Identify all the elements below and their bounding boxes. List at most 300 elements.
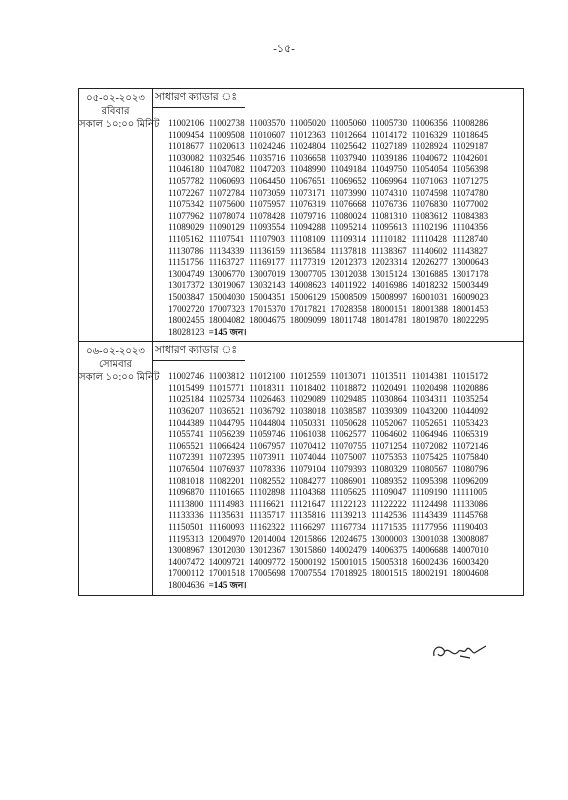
roll-number: 18001515 — [370, 568, 408, 579]
roll-number: 17028358 — [330, 303, 367, 314]
roll-number: 11002738 — [208, 118, 245, 128]
roll-number: 11171535 — [370, 522, 407, 532]
roll-number: 11139213 — [330, 510, 367, 521]
roll-number: 11078074 — [208, 210, 245, 221]
exam-date: ০৫-০২-২০২৩ — [86, 93, 145, 104]
roll-number: 11053423 — [452, 417, 489, 428]
roll-number: 11121647 — [289, 498, 326, 509]
roll-number: 11114983 — [208, 498, 244, 509]
roll-number: 11006356 — [411, 118, 448, 128]
roll-number: 13032143 — [249, 280, 286, 291]
roll-number: 14011922 — [330, 280, 367, 291]
roll-number: 11082552 — [249, 475, 286, 486]
roll-number: 11052067 — [370, 417, 408, 428]
roll-number: 11110182 — [370, 233, 407, 244]
roll-number: 11094288 — [289, 222, 326, 233]
roll-number: 11075600 — [208, 199, 245, 210]
roll-number: 11047082 — [208, 164, 245, 175]
roll-number: 11014172 — [370, 129, 408, 140]
roll-number: 12014004 — [249, 533, 286, 544]
roll-number: 11078428 — [249, 210, 286, 221]
roll-number: 11095214 — [330, 222, 367, 233]
roll-number: 11107903 — [249, 233, 285, 244]
roll-number: 11044795 — [208, 417, 245, 428]
roll-number: 11050628 — [330, 417, 367, 428]
roll-number: 11143827 — [452, 245, 488, 256]
roll-number: 11054054 — [411, 164, 448, 175]
roll-number: 11044092 — [452, 406, 489, 417]
roll-number: 11009454 — [168, 129, 205, 140]
roll-number: 11084277 — [289, 475, 326, 486]
roll-number: 11005730 — [370, 118, 408, 128]
roll-number: 11083612 — [411, 210, 448, 221]
roll-number: 13012030 — [208, 545, 245, 556]
roll-number: 11069652 — [330, 175, 367, 186]
roll-number: 13017178 — [452, 268, 489, 279]
roll-number: 11013071 — [330, 371, 367, 382]
roll-number: 11035716 — [249, 152, 286, 163]
roll-number: 11177956 — [411, 522, 448, 532]
roll-number: 11095613 — [370, 222, 408, 233]
roll-number: 11140602 — [411, 245, 448, 256]
roll-number: 11167734 — [330, 522, 367, 532]
roll-number: 11048990 — [289, 164, 326, 175]
roll-number: 11020613 — [208, 141, 245, 152]
roll-number: 11075353 — [370, 452, 408, 463]
roll-number: 11036521 — [208, 406, 245, 417]
roll-number: 11081310 — [370, 210, 408, 221]
roll-number: 18004675 — [249, 315, 286, 326]
roll-number: 11061038 — [289, 429, 326, 440]
roll-number: 11076937 — [208, 464, 245, 475]
roll-number: 11067651 — [289, 175, 326, 186]
roll-number: 17018925 — [330, 568, 367, 579]
roll-number: 11076736 — [370, 199, 408, 210]
roll-number: 13007705 — [289, 268, 327, 279]
roll-number: 11135816 — [289, 510, 326, 521]
date-cell — [79, 89, 160, 342]
roll-number: 11143439 — [411, 510, 448, 521]
roll-number: 11038587 — [330, 406, 367, 417]
roll-number: 11016329 — [411, 129, 448, 140]
roll-number: 11065521 — [168, 440, 205, 451]
roll-number: 11005020 — [289, 118, 326, 128]
roll-number: 13012038 — [330, 268, 367, 279]
roll-number: 11003570 — [249, 118, 286, 128]
roll-number: 11109047 — [370, 487, 407, 498]
roll-number: 11076668 — [330, 199, 367, 210]
roll-number: 11130786 — [168, 245, 204, 256]
roll-number: 11025734 — [208, 394, 245, 405]
roll-number: 11177319 — [289, 257, 326, 268]
roll-number: 11142536 — [370, 510, 407, 521]
roll-number: 11028924 — [411, 141, 448, 152]
date-cell — [79, 342, 160, 595]
roll-number: 11074044 — [289, 452, 326, 463]
roll-number: 11079716 — [289, 210, 326, 221]
roll-number: 11039186 — [370, 152, 408, 163]
roll-number: 13004749 — [168, 268, 205, 279]
roll-number: 11030864 — [370, 394, 408, 405]
roll-number: 11071275 — [452, 175, 489, 186]
roll-number: 11067957 — [249, 440, 286, 451]
roll-number: 11135631 — [208, 510, 245, 521]
roll-number: 11075007 — [330, 452, 367, 463]
roll-number: 11074310 — [370, 187, 408, 198]
roll-number: 11076830 — [411, 199, 448, 210]
exam-date: ০৬-০২-২০২৩ — [86, 346, 145, 358]
roll-number: 11074780 — [452, 187, 489, 198]
roll-number: 11162322 — [249, 522, 285, 532]
roll-number: 11080796 — [452, 464, 489, 475]
roll-number: 11047203 — [249, 164, 286, 175]
roll-number: 11138367 — [370, 245, 407, 256]
roll-number: 18022295 — [452, 315, 489, 326]
roll-number: 18001453 — [452, 303, 489, 314]
roll-number: 11077002 — [452, 199, 489, 210]
roll-number: 14006688 — [411, 545, 448, 556]
roll-number: 11084383 — [452, 210, 489, 221]
schedule-row-2 — [79, 342, 524, 595]
roll-number: 11060693 — [208, 175, 245, 186]
roll-number: 11072146 — [452, 440, 489, 451]
roll-number: 11163727 — [208, 257, 245, 268]
roll-number: 11072082 — [411, 440, 448, 451]
roll-number: 11075342 — [168, 199, 205, 210]
roll-number: 11032546 — [208, 152, 245, 163]
roll-number: 11077962 — [168, 210, 205, 221]
exam-day: সোমবার — [98, 359, 133, 371]
exam-day: রবিবার — [101, 106, 130, 117]
roll-number: 17007554 — [289, 568, 327, 579]
roll-number: 15003847 — [168, 291, 205, 302]
roll-number: 14002479 — [330, 545, 367, 556]
roll-number: 11018311 — [249, 382, 285, 393]
roll-number: 13001038 — [411, 533, 448, 544]
roll-number: 14016986 — [370, 280, 408, 291]
roll-number: 11145768 — [452, 510, 488, 521]
roll-number: 11052651 — [411, 417, 448, 428]
roll-number: 14018232 — [411, 280, 448, 291]
roll-number: 11109190 — [411, 487, 448, 498]
roll-number: 11070412 — [289, 440, 326, 451]
roll-number: 11020498 — [411, 382, 448, 393]
roll-number: 14009721 — [208, 556, 245, 567]
exam-schedule-table — [78, 88, 524, 596]
roll-number: 14007010 — [452, 545, 489, 556]
roll-number: 11062577 — [330, 429, 367, 440]
roll-number: 11074598 — [411, 187, 448, 198]
roll-number: 13019067 — [208, 280, 245, 291]
roll-number: 11169177 — [249, 257, 285, 268]
roll-number: 16002436 — [411, 556, 448, 567]
roll-number: 11105625 — [330, 487, 367, 498]
signature-image — [430, 640, 490, 664]
roll-number: 11012664 — [330, 129, 367, 140]
roll-number: 11010607 — [249, 129, 286, 140]
roll-number: 11026463 — [249, 394, 286, 405]
roll-number: 11018645 — [452, 129, 489, 140]
roll-number: 12015866 — [289, 533, 327, 544]
roll-number: 11069964 — [370, 175, 408, 186]
roll-number: 11071254 — [370, 440, 408, 451]
roll-number: 11029485 — [330, 394, 367, 405]
roll-number: 12026277 — [411, 257, 448, 268]
roll-number: 18019870 — [411, 315, 448, 326]
roll-number: 11044804 — [249, 417, 286, 428]
roll-number: 11015771 — [208, 382, 245, 393]
roll-number: 11070755 — [330, 440, 367, 451]
roll-number: 11013511 — [370, 371, 407, 382]
roll-number: 11015499 — [168, 382, 205, 393]
roll-number: 11072784 — [208, 187, 245, 198]
roll-number: 11037940 — [330, 152, 367, 163]
roll-number: 13017372 — [168, 280, 205, 291]
roll-number: 14006375 — [370, 545, 408, 556]
roll-number: 11071063 — [411, 175, 448, 186]
roll-number: 11079104 — [289, 464, 326, 475]
roll-number: 11105162 — [168, 233, 204, 244]
roll-number: 15004030 — [208, 291, 245, 302]
roll-number: 11043200 — [411, 406, 448, 417]
roll-number: 11136159 — [249, 245, 285, 256]
roll-number: 15004351 — [249, 291, 286, 302]
roll-number: 11072267 — [168, 187, 205, 198]
roll-number: 12023314 — [370, 257, 408, 268]
roll-number: 13015124 — [370, 268, 408, 279]
roll-number: 17002720 — [168, 303, 205, 314]
roll-number: 11190403 — [452, 522, 488, 532]
roll-number: 18000151 — [370, 303, 408, 314]
roll-number: 11046180 — [168, 164, 205, 175]
roll-number: 11086901 — [330, 475, 367, 486]
roll-number: 11133336 — [168, 510, 204, 521]
roll-number: 11018402 — [289, 382, 326, 393]
roll-number: 11101665 — [208, 487, 245, 498]
roll-number: 11109314 — [330, 233, 367, 244]
roll-number: 16003420 — [452, 556, 489, 567]
roll-number: 11089029 — [168, 222, 205, 233]
roll-number: 11042601 — [452, 152, 489, 163]
roll-number: 13000643 — [452, 257, 489, 268]
roll-number: 11018677 — [168, 141, 205, 152]
roll-number: 18004082 — [208, 315, 245, 326]
roll-number: 15005318 — [370, 556, 408, 567]
roll-number: 13012367 — [249, 545, 286, 556]
roll-number: 11081018 — [168, 475, 205, 486]
roll-number: 17015370 — [249, 303, 286, 314]
roll-number: 11150501 — [168, 522, 204, 532]
page-number: -১৫- — [273, 43, 295, 55]
roll-number: 11024804 — [289, 141, 326, 152]
schedule-row-1 — [79, 89, 524, 342]
roll-number: 16001031 — [411, 291, 448, 302]
roll-number: 11024246 — [249, 141, 286, 152]
roll-number: 13015860 — [289, 545, 327, 556]
roll-number: 13000003 — [370, 533, 408, 544]
roll-number: 11110428 — [411, 233, 447, 244]
roll-number: 11090129 — [208, 222, 245, 233]
roll-number: 11093554 — [249, 222, 286, 233]
roll-number: 17007323 — [208, 303, 245, 314]
roll-number: 11012363 — [289, 129, 326, 140]
roll-number: 11075425 — [411, 452, 448, 463]
roll-number: 15000192 — [289, 556, 327, 567]
roll-number: 18004608 — [452, 568, 489, 579]
roll-number: 13007019 — [249, 268, 286, 279]
roll-number: 15003449 — [452, 280, 489, 291]
roll-number: 11133086 — [452, 498, 488, 509]
roll-number: 14009772 — [249, 556, 286, 567]
roll-number: 18009099 — [289, 315, 327, 326]
roll-number: 11102898 — [249, 487, 285, 498]
roll-number: 11034311 — [411, 394, 448, 405]
roll-number: 11113800 — [168, 498, 204, 509]
roll-number: 11073990 — [330, 187, 367, 198]
cadre-label: সাধারণ ক্যাডার ঃ — [153, 342, 245, 361]
roll-number: 11072391 — [168, 452, 205, 463]
roll-number: 11040672 — [411, 152, 448, 163]
roll-number: 11039309 — [370, 406, 408, 417]
roll-number: 11135717 — [249, 510, 285, 521]
roll-number: 11064946 — [411, 429, 448, 440]
roll-number: 11018872 — [330, 382, 367, 393]
roll-number: 11012100 — [249, 371, 286, 382]
roll-number: 18002191 — [411, 568, 448, 579]
roll-number: 11064450 — [249, 175, 286, 186]
cadre-label: সাধারণ ক্যাডার ঃ — [153, 89, 245, 108]
roll-number: 14008623 — [289, 280, 327, 291]
roll-number: 11036658 — [289, 152, 326, 163]
roll-number: 17017821 — [289, 303, 327, 314]
roll-number: 11035254 — [452, 394, 489, 405]
roll-number: 12004970 — [208, 533, 245, 544]
roll-number: 11111005 — [452, 487, 488, 498]
roll-number: 11195313 — [168, 533, 204, 544]
roll-number: 11049184 — [330, 164, 367, 175]
roll-number: 11104356 — [452, 222, 488, 233]
roll-number: 11066424 — [208, 440, 245, 451]
roll-number: 11082201 — [208, 475, 245, 486]
roll-number: 11080329 — [370, 464, 408, 475]
exam-time: সকাল ১০:০০ মিনিট — [79, 119, 160, 130]
roll-number: 11079393 — [330, 464, 367, 475]
roll-number: 18014781 — [370, 315, 408, 326]
roll-number: 11116621 — [249, 498, 285, 509]
roll-number: 11137818 — [330, 245, 367, 256]
roll-number: 11003812 — [208, 371, 245, 382]
roll-number: 11002106 — [168, 118, 205, 128]
roll-number: 14007472 — [168, 556, 205, 567]
roll-number: 15001015 — [330, 556, 367, 567]
roll-number: 13008087 — [452, 533, 489, 544]
roll-number: 12012373 — [330, 257, 367, 268]
roll-number: 11014381 — [411, 371, 448, 382]
roll-number: 11151756 — [168, 257, 204, 268]
roll-number: 11122123 — [330, 498, 367, 509]
roll-number: 15008997 — [370, 291, 408, 302]
roll-number: 11036792 — [249, 406, 286, 417]
roll-number: 11020491 — [370, 382, 408, 393]
roll-number: 11064602 — [370, 429, 408, 440]
roll-number: 11075840 — [452, 452, 489, 463]
roll-number: 11008286 — [452, 118, 489, 128]
roll-number: 11122222 — [370, 498, 407, 509]
roll-number: 11065319 — [452, 429, 489, 440]
roll-number: 11012559 — [289, 371, 326, 382]
roll-number: 11025184 — [168, 394, 205, 405]
roll-number: 11096870 — [168, 487, 205, 498]
roll-number: 18004636 — [168, 579, 205, 590]
total-count: =145 জন। — [208, 326, 247, 337]
total-count: =145 জন। — [208, 579, 247, 590]
roll-number: 11073911 — [249, 452, 285, 463]
roll-number: 18001388 — [411, 303, 448, 314]
roll-number: 11050331 — [289, 417, 326, 428]
roll-number: 11136584 — [289, 245, 326, 256]
roll-number: 17000112 — [168, 568, 205, 579]
roll-number: 18028123 — [168, 326, 205, 337]
roll-number: 11059746 — [249, 429, 286, 440]
roll-list-cell — [153, 342, 524, 595]
roll-number: 11124498 — [411, 498, 448, 509]
roll-number: 11076504 — [168, 464, 205, 475]
roll-number: 11055741 — [168, 429, 205, 440]
roll-number: 11073171 — [289, 187, 326, 198]
roll-number: 11036207 — [168, 406, 205, 417]
roll-number: 11080024 — [330, 210, 367, 221]
roll-number: 11015172 — [452, 371, 489, 382]
roll-number: 11056398 — [452, 164, 489, 175]
roll-number: 13008967 — [168, 545, 205, 556]
roll-number: 11029089 — [289, 394, 326, 405]
roll-number-grid — [168, 371, 521, 591]
roll-number: 11025642 — [330, 141, 367, 152]
roll-number: 16009023 — [452, 291, 489, 302]
roll-number: 11078336 — [249, 464, 286, 475]
roll-number: 18002455 — [168, 315, 205, 326]
roll-number: 11073059 — [249, 187, 286, 198]
roll-number: 11020886 — [452, 382, 489, 393]
roll-number: 11044389 — [168, 417, 205, 428]
roll-number: 11056239 — [208, 429, 245, 440]
roll-number-grid — [168, 118, 521, 338]
roll-number: 11095398 — [411, 475, 448, 486]
roll-number: 11080567 — [411, 464, 448, 475]
roll-number: 11160093 — [208, 522, 245, 532]
roll-number: 11049750 — [370, 164, 408, 175]
roll-number: 11107541 — [208, 233, 245, 244]
roll-list-cell — [153, 89, 524, 342]
roll-number: 17001518 — [208, 568, 245, 579]
roll-number: 11102196 — [411, 222, 448, 233]
roll-number: 11096209 — [452, 475, 489, 486]
roll-number: 11027189 — [370, 141, 408, 152]
roll-number: 11072395 — [208, 452, 245, 463]
roll-number: 15006129 — [289, 291, 327, 302]
roll-number: 11038018 — [289, 406, 326, 417]
roll-number: 11057782 — [168, 175, 205, 186]
roll-number: 11029187 — [452, 141, 489, 152]
roll-number: 11089352 — [370, 475, 408, 486]
roll-number: 11134339 — [208, 245, 245, 256]
roll-number: 13016885 — [411, 268, 448, 279]
roll-number: 15008509 — [330, 291, 367, 302]
roll-number: 11002746 — [168, 371, 205, 382]
roll-number: 11030082 — [168, 152, 205, 163]
roll-number: 11076319 — [289, 199, 326, 210]
roll-number: 11009508 — [208, 129, 245, 140]
